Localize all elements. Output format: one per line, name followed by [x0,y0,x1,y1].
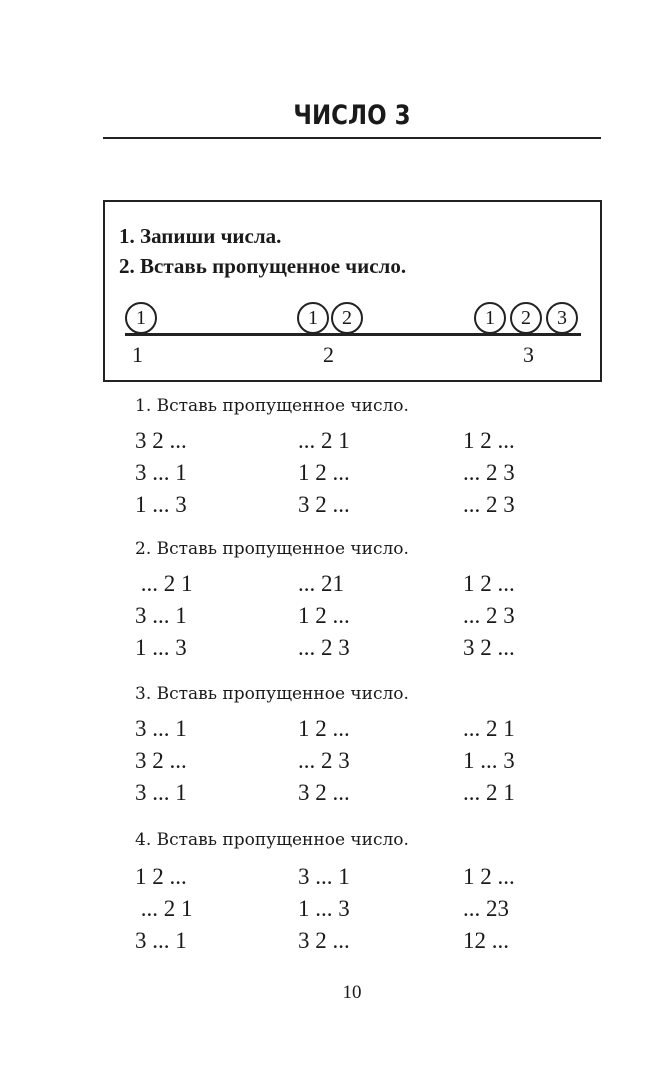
task-1: 1. Запиши числа. [119,224,282,248]
exercise-row [135,716,555,746]
exercise-row [135,492,555,522]
number-sequence: 3 ... 1 [298,864,350,889]
number-sequence: 1 ... 3 [135,635,187,660]
number-sequence: ... 2 1 [463,780,515,805]
exercise-heading: 4. Вставь пропущенное число. [135,830,409,850]
exercise-row [135,780,555,810]
number-sequence: ... 2 3 [463,603,515,628]
coin: 2 [510,302,542,334]
page-title: ЧИСЛО 3 [293,100,411,131]
number-sequence: ... 2 3 [298,635,350,660]
exercise-row [135,748,555,778]
number-sequence: 1 2 ... [298,716,350,741]
coin: 1 [125,302,157,334]
page-number: 10 [342,982,362,1003]
coin: 3 [546,302,578,334]
number-sequence: 3 ... 1 [135,603,187,628]
number-sequence: 1 2 ... [298,460,350,485]
number-sequence: 3 2 ... [298,780,350,805]
number-sequence: ... 2 3 [298,748,350,773]
number-sequence: 1 2 ... [463,428,515,453]
number-sequence: 1 ... 3 [135,492,187,517]
number-sequence: 3 2 ... [298,928,350,953]
number-sequence: ... 21 [298,571,344,596]
exercise-row [135,603,555,633]
number-sequence: 3 2 ... [298,492,350,517]
exercise-row [135,928,555,958]
coin: 1 [474,302,506,334]
number-sequence: 3 ... 1 [135,716,187,741]
number-sequence: ... 2 1 [135,896,193,921]
number-sequence: 3 ... 1 [135,460,187,485]
task-2: 2. Вставь пропущенное число. [119,254,407,278]
number-sequence: 1 2 ... [463,864,515,889]
title-rule [103,137,601,139]
exercise-row [135,460,555,490]
number-sequence: 1 ... 3 [298,896,350,921]
exercise-row [135,571,555,601]
number-sequence: 1 2 ... [463,571,515,596]
exercise-row [135,428,555,458]
number-sequence: ... 2 3 [463,492,515,517]
task-box [103,200,602,382]
number-sequence: ... 2 1 [463,716,515,741]
number-sequence: ... 2 1 [135,571,193,596]
number-sequence: 1 ... 3 [463,748,515,773]
group-label: 1 [132,342,143,367]
group-label: 3 [523,342,534,367]
exercise-heading: 1. Вставь пропущенное число. [135,396,409,416]
exercise-row [135,864,555,894]
number-sequence: 3 ... 1 [135,780,187,805]
number-sequence: ... 2 3 [463,460,515,485]
number-sequence: ... 23 [463,896,509,921]
coin: 1 [297,302,329,334]
number-sequence: 3 2 ... [135,428,187,453]
exercise-row [135,635,555,665]
exercise-heading: 2. Вставь пропущенное число. [135,539,409,559]
number-sequence: 3 ... 1 [135,928,187,953]
number-line [125,333,581,336]
exercise-heading: 3. Вставь пропущенное число. [135,684,409,704]
number-sequence: 1 2 ... [298,603,350,628]
exercise-row [135,896,555,926]
number-sequence: ... 2 1 [298,428,350,453]
number-sequence: 3 2 ... [135,748,187,773]
number-sequence: 3 2 ... [463,635,515,660]
group-label: 2 [323,342,334,367]
number-sequence: 1 2 ... [135,864,187,889]
number-sequence: 12 ... [463,928,509,953]
coin: 2 [331,302,363,334]
